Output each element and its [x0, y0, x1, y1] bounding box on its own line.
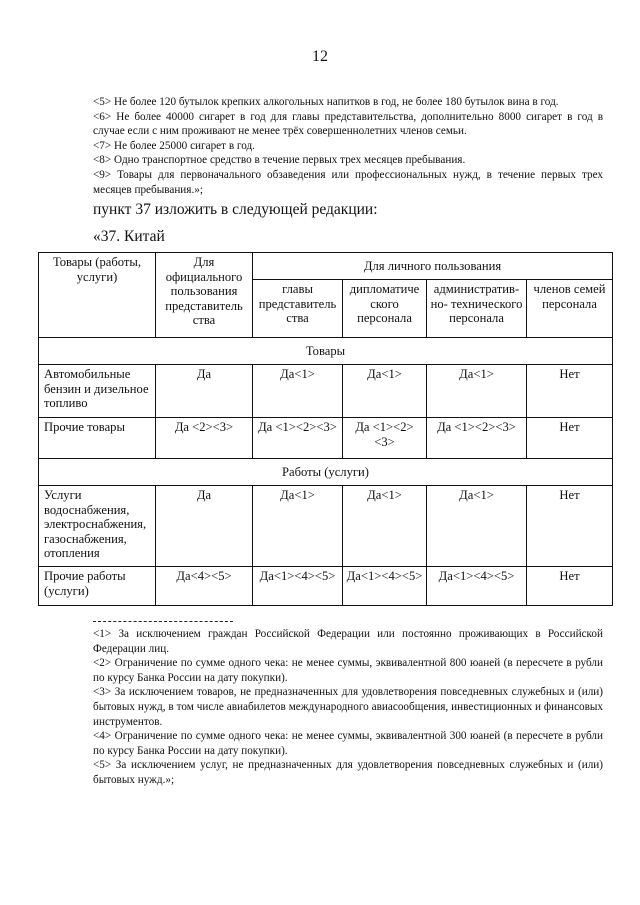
table-row — [39, 486, 613, 567]
table-cell: Да<1> — [343, 486, 427, 567]
table-cell: Да<1><4><5> — [427, 567, 527, 606]
section-goods: Товары — [39, 338, 613, 365]
table-cell: Да <1><2><3> — [253, 418, 343, 459]
table-cell: Нет — [527, 418, 613, 459]
table-row — [39, 418, 613, 459]
header-head: главы представитель ства — [253, 280, 343, 338]
page-number: 12 — [312, 48, 328, 65]
footnote-2: <2> Ограничение по сумме одного чека: не менее суммы, эквивалентной 800 юаней (в пересчете в рубли по курсу Банка России на дату покупки). — [93, 657, 603, 684]
header-personal: Для личного пользования — [253, 253, 613, 280]
section-title: «37. Китай — [93, 228, 165, 245]
section-row-works — [39, 459, 613, 486]
header-family: членов семей персонала — [527, 280, 613, 338]
prev-note-8: <8> Одно транспортное средство в течение первых трех месяцев пребывания. — [93, 154, 466, 167]
footnotes — [93, 627, 603, 788]
row-label: Автомобильные бензин и дизельное топливо — [39, 365, 156, 418]
previous-footnotes — [93, 95, 603, 197]
table-cell: Да <1><2><3> — [343, 418, 427, 459]
header-admin: административ- но- технического персонала — [427, 280, 527, 338]
table-cell: Нет — [527, 567, 613, 606]
footnote-4: <4> Ограничение по сумме одного чека: не менее суммы, эквивалентной 300 юаней (в пересчете в рубли по курсу Банка России на дату покупки). — [93, 730, 603, 757]
footnote-3: <3> За исключением товаров, не предназначенных для удовлетворения повседневных служебных и (или) бытовых нужд, в том числе авиабилетов международного авиасообщения, инвестиционных и финансовых инструментов. — [93, 686, 603, 728]
table-cell: Да<1><4><5> — [343, 567, 427, 606]
table-cell: Да <1><2><3> — [427, 418, 527, 459]
amendment-instruction: пункт 37 изложить в следующей редакции: — [93, 201, 378, 218]
table-row — [39, 365, 613, 418]
table-cell: Да<1><4><5> — [253, 567, 343, 606]
table-cell: Да<1> — [253, 486, 343, 567]
table-cell: Да<1> — [427, 486, 527, 567]
header-goods: Товары (работы, услуги) — [39, 253, 156, 338]
row-label: Услуги водоснабжения, электроснабжения, газоснабжения, отопления — [39, 486, 156, 567]
prev-note-6: <6> Не более 40000 сигарет в год для главы представительства, дополнительно 8000 сигарет в год в случае если с ним проживают не менее трёх совершеннолетних членов семьи. — [93, 110, 603, 138]
prev-note-9: <9> Товары для первоначального обзаведения или профессиональных нужд, в течение первых трех месяцев пребывания.»; — [93, 168, 603, 196]
privileges-table — [38, 252, 613, 606]
prev-note-7: <7> Не более 25000 сигарет в год. — [93, 139, 255, 152]
table-header-row — [39, 253, 613, 280]
table-cell: Да<4><5> — [156, 567, 253, 606]
footnote-1: <1> За исключением граждан Российской Федерации или постоянно проживающих в Российской Федерации лиц. — [93, 628, 603, 655]
table-cell: Да<1> — [253, 365, 343, 418]
table-cell: Да<1> — [427, 365, 527, 418]
section-row-goods — [39, 338, 613, 365]
table-cell: Нет — [527, 365, 613, 418]
prev-note-5: <5> Не более 120 бутылок крепких алкогольных напитков в год, не более 180 бутылок вина в год. — [93, 96, 559, 108]
header-diplomatic: дипломатиче ского персонала — [343, 280, 427, 338]
table-cell: Да — [156, 486, 253, 567]
table-cell: Нет — [527, 486, 613, 567]
row-label: Прочие работы (услуги) — [39, 567, 156, 606]
table-cell: Да<1> — [343, 365, 427, 418]
footnote-5: <5> За исключением услуг, не предназначенных для удовлетворения повседневных служебных и (или) бытовых нужд.»; — [93, 759, 603, 786]
section-works: Работы (услуги) — [39, 459, 613, 486]
table-cell: Да — [156, 365, 253, 418]
footnote-divider — [93, 621, 233, 622]
table-cell: Да <2><3> — [156, 418, 253, 459]
row-label: Прочие товары — [39, 418, 156, 459]
table-row — [39, 567, 613, 606]
header-official: Для официального пользования представитель ства — [156, 253, 253, 338]
